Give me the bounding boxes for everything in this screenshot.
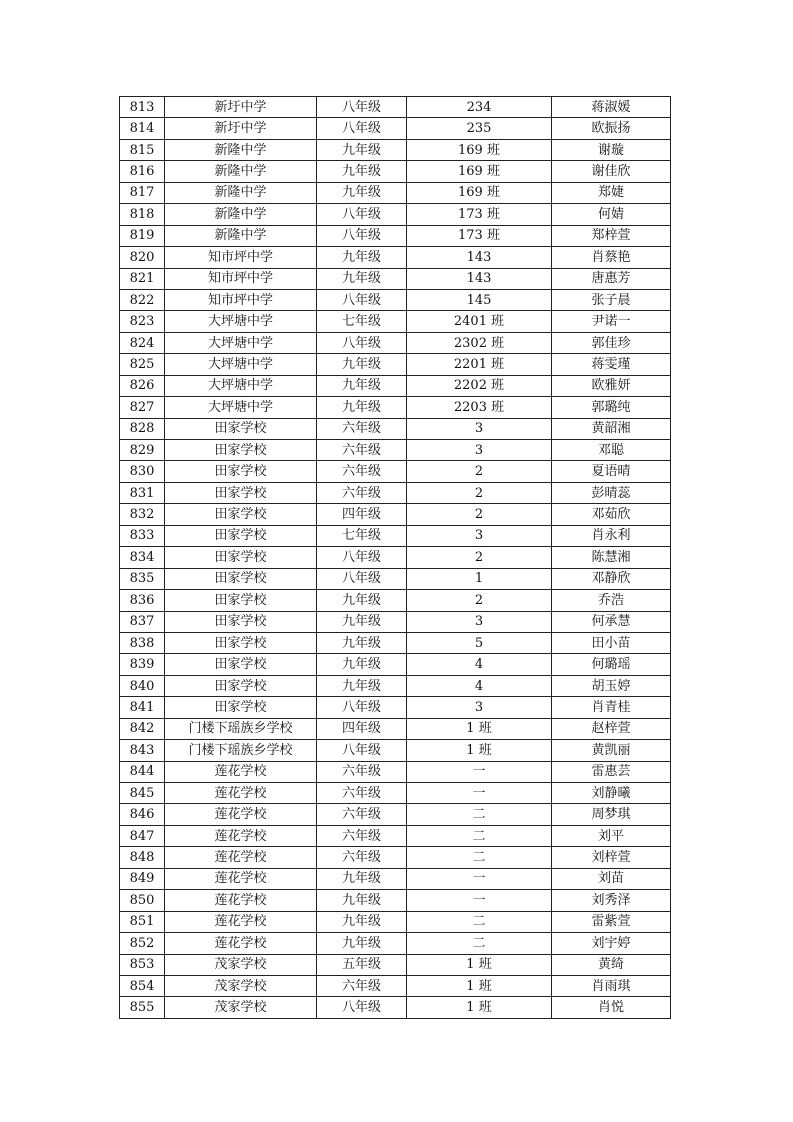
student-name-cell: 雷惠芸 <box>552 761 671 782</box>
student-name-cell: 邓茹欣 <box>552 504 671 525</box>
row-number-cell: 832 <box>120 504 165 525</box>
school-cell: 田家学校 <box>165 632 317 653</box>
student-name-cell: 蒋淑媛 <box>552 97 671 118</box>
row-number-cell: 821 <box>120 268 165 289</box>
row-number-cell: 841 <box>120 697 165 718</box>
table-row <box>120 354 671 375</box>
student-name-cell: 刘苗 <box>552 868 671 889</box>
class-cell: 一 <box>407 783 552 804</box>
grade-cell: 八年级 <box>317 547 407 568</box>
class-cell: 169 班 <box>407 139 552 160</box>
school-cell: 田家学校 <box>165 440 317 461</box>
grade-cell: 九年级 <box>317 354 407 375</box>
row-number-cell: 826 <box>120 375 165 396</box>
grade-cell: 八年级 <box>317 97 407 118</box>
class-cell: 3 <box>407 525 552 546</box>
student-name-cell: 赵梓萱 <box>552 718 671 739</box>
student-name-cell: 肖悦 <box>552 997 671 1018</box>
table-row <box>120 975 671 996</box>
student-name-cell: 乔浩 <box>552 590 671 611</box>
student-name-cell: 肖永利 <box>552 525 671 546</box>
class-cell: 3 <box>407 440 552 461</box>
student-name-cell: 郭璐纯 <box>552 397 671 418</box>
school-cell: 莲花学校 <box>165 911 317 932</box>
grade-cell: 八年级 <box>317 568 407 589</box>
student-name-cell: 肖青桂 <box>552 697 671 718</box>
student-name-cell: 谢佳欣 <box>552 161 671 182</box>
grade-cell: 九年级 <box>317 654 407 675</box>
grade-cell: 九年级 <box>317 139 407 160</box>
student-name-cell: 张子晨 <box>552 289 671 310</box>
table-row <box>120 397 671 418</box>
class-cell: 2 <box>407 547 552 568</box>
class-cell: 二 <box>407 825 552 846</box>
table-row <box>120 161 671 182</box>
table-row <box>120 890 671 911</box>
table-row <box>120 182 671 203</box>
grade-cell: 九年级 <box>317 397 407 418</box>
row-number-cell: 818 <box>120 204 165 225</box>
student-name-cell: 何婧 <box>552 204 671 225</box>
table-row <box>120 525 671 546</box>
class-cell: 145 <box>407 289 552 310</box>
row-number-cell: 847 <box>120 825 165 846</box>
row-number-cell: 839 <box>120 654 165 675</box>
grade-cell: 九年级 <box>317 868 407 889</box>
row-number-cell: 849 <box>120 868 165 889</box>
grade-cell: 八年级 <box>317 225 407 246</box>
table-row <box>120 482 671 503</box>
row-number-cell: 840 <box>120 675 165 696</box>
table-row <box>120 225 671 246</box>
table-row <box>120 997 671 1018</box>
class-cell: 一 <box>407 890 552 911</box>
class-cell: 143 <box>407 247 552 268</box>
table-row <box>120 247 671 268</box>
school-cell: 门楼下瑶族乡学校 <box>165 740 317 761</box>
row-number-cell: 831 <box>120 482 165 503</box>
student-name-cell: 欧雅妍 <box>552 375 671 396</box>
table-row <box>120 654 671 675</box>
grade-cell: 九年级 <box>317 182 407 203</box>
grade-cell: 九年级 <box>317 911 407 932</box>
student-name-cell: 郭佳珍 <box>552 332 671 353</box>
class-cell: 2203 班 <box>407 397 552 418</box>
class-cell: 2 <box>407 590 552 611</box>
class-cell: 3 <box>407 611 552 632</box>
table-row <box>120 568 671 589</box>
school-cell: 田家学校 <box>165 547 317 568</box>
class-cell: 3 <box>407 697 552 718</box>
row-number-cell: 854 <box>120 975 165 996</box>
row-number-cell: 835 <box>120 568 165 589</box>
school-cell: 新隆中学 <box>165 161 317 182</box>
table-row <box>120 804 671 825</box>
table-row <box>120 440 671 461</box>
grade-cell: 九年级 <box>317 375 407 396</box>
table-row <box>120 740 671 761</box>
table-row <box>120 375 671 396</box>
student-roster-table <box>119 96 671 1019</box>
grade-cell: 四年级 <box>317 504 407 525</box>
class-cell: 一 <box>407 868 552 889</box>
table-row <box>120 139 671 160</box>
student-name-cell: 刘宇婷 <box>552 933 671 954</box>
grade-cell: 五年级 <box>317 954 407 975</box>
school-cell: 新隆中学 <box>165 204 317 225</box>
class-cell: 1 班 <box>407 718 552 739</box>
class-cell: 4 <box>407 675 552 696</box>
class-cell: 1 班 <box>407 997 552 1018</box>
row-number-cell: 853 <box>120 954 165 975</box>
grade-cell: 九年级 <box>317 890 407 911</box>
school-cell: 大坪塘中学 <box>165 354 317 375</box>
school-cell: 茂家学校 <box>165 954 317 975</box>
student-name-cell: 肖蔡艳 <box>552 247 671 268</box>
grade-cell: 八年级 <box>317 204 407 225</box>
table-row <box>120 504 671 525</box>
row-number-cell: 815 <box>120 139 165 160</box>
row-number-cell: 838 <box>120 632 165 653</box>
table-row <box>120 697 671 718</box>
table-row <box>120 718 671 739</box>
grade-cell: 七年级 <box>317 525 407 546</box>
class-cell: 2 <box>407 461 552 482</box>
table-row <box>120 632 671 653</box>
table-row <box>120 97 671 118</box>
grade-cell: 四年级 <box>317 718 407 739</box>
table-row <box>120 332 671 353</box>
grade-cell: 八年级 <box>317 332 407 353</box>
class-cell: 2201 班 <box>407 354 552 375</box>
row-number-cell: 851 <box>120 911 165 932</box>
class-cell: 4 <box>407 654 552 675</box>
grade-cell: 九年级 <box>317 268 407 289</box>
table-row <box>120 954 671 975</box>
student-name-cell: 黄韶湘 <box>552 418 671 439</box>
school-cell: 莲花学校 <box>165 825 317 846</box>
row-number-cell: 814 <box>120 118 165 139</box>
school-cell: 田家学校 <box>165 482 317 503</box>
school-cell: 田家学校 <box>165 418 317 439</box>
school-cell: 田家学校 <box>165 611 317 632</box>
student-name-cell: 刘梓萱 <box>552 847 671 868</box>
school-cell: 莲花学校 <box>165 804 317 825</box>
school-cell: 田家学校 <box>165 590 317 611</box>
table-row <box>120 933 671 954</box>
student-name-cell: 郑梓萱 <box>552 225 671 246</box>
class-cell: 2302 班 <box>407 332 552 353</box>
school-cell: 莲花学校 <box>165 890 317 911</box>
school-cell: 莲花学校 <box>165 933 317 954</box>
school-cell: 大坪塘中学 <box>165 332 317 353</box>
student-name-cell: 田小苗 <box>552 632 671 653</box>
row-number-cell: 844 <box>120 761 165 782</box>
class-cell: 1 班 <box>407 740 552 761</box>
class-cell: 1 班 <box>407 954 552 975</box>
table-row <box>120 547 671 568</box>
grade-cell: 八年级 <box>317 289 407 310</box>
row-number-cell: 852 <box>120 933 165 954</box>
row-number-cell: 845 <box>120 783 165 804</box>
class-cell: 一 <box>407 761 552 782</box>
student-name-cell: 刘静曦 <box>552 783 671 804</box>
row-number-cell: 843 <box>120 740 165 761</box>
table-row <box>120 268 671 289</box>
class-cell: 二 <box>407 804 552 825</box>
table-row <box>120 783 671 804</box>
school-cell: 田家学校 <box>165 568 317 589</box>
row-number-cell: 837 <box>120 611 165 632</box>
grade-cell: 八年级 <box>317 118 407 139</box>
class-cell: 二 <box>407 847 552 868</box>
grade-cell: 六年级 <box>317 825 407 846</box>
school-cell: 知市坪中学 <box>165 247 317 268</box>
row-number-cell: 842 <box>120 718 165 739</box>
row-number-cell: 833 <box>120 525 165 546</box>
student-name-cell: 尹诺一 <box>552 311 671 332</box>
row-number-cell: 828 <box>120 418 165 439</box>
row-number-cell: 830 <box>120 461 165 482</box>
student-name-cell: 唐惠芳 <box>552 268 671 289</box>
student-name-cell: 雷紫萱 <box>552 911 671 932</box>
class-cell: 二 <box>407 911 552 932</box>
table-row <box>120 675 671 696</box>
roster-body <box>120 97 671 1019</box>
grade-cell: 九年级 <box>317 933 407 954</box>
student-name-cell: 刘平 <box>552 825 671 846</box>
grade-cell: 九年级 <box>317 590 407 611</box>
school-cell: 田家学校 <box>165 675 317 696</box>
student-name-cell: 何璐瑶 <box>552 654 671 675</box>
student-name-cell: 陈慧湘 <box>552 547 671 568</box>
table-row <box>120 289 671 310</box>
school-cell: 门楼下瑶族乡学校 <box>165 718 317 739</box>
row-number-cell: 825 <box>120 354 165 375</box>
school-cell: 田家学校 <box>165 525 317 546</box>
class-cell: 169 班 <box>407 182 552 203</box>
student-name-cell: 欧振扬 <box>552 118 671 139</box>
row-number-cell: 819 <box>120 225 165 246</box>
student-name-cell: 彭晴蕊 <box>552 482 671 503</box>
school-cell: 新隆中学 <box>165 182 317 203</box>
student-name-cell: 邓聪 <box>552 440 671 461</box>
student-name-cell: 胡玉婷 <box>552 675 671 696</box>
grade-cell: 六年级 <box>317 440 407 461</box>
row-number-cell: 836 <box>120 590 165 611</box>
school-cell: 知市坪中学 <box>165 289 317 310</box>
grade-cell: 九年级 <box>317 611 407 632</box>
school-cell: 茂家学校 <box>165 997 317 1018</box>
school-cell: 田家学校 <box>165 504 317 525</box>
class-cell: 3 <box>407 418 552 439</box>
class-cell: 2401 班 <box>407 311 552 332</box>
table-row <box>120 204 671 225</box>
student-name-cell: 周梦琪 <box>552 804 671 825</box>
student-name-cell: 刘秀泽 <box>552 890 671 911</box>
grade-cell: 九年级 <box>317 161 407 182</box>
row-number-cell: 813 <box>120 97 165 118</box>
grade-cell: 六年级 <box>317 783 407 804</box>
table-row <box>120 825 671 846</box>
row-number-cell: 827 <box>120 397 165 418</box>
school-cell: 莲花学校 <box>165 761 317 782</box>
class-cell: 173 班 <box>407 225 552 246</box>
school-cell: 田家学校 <box>165 461 317 482</box>
school-cell: 大坪塘中学 <box>165 311 317 332</box>
grade-cell: 六年级 <box>317 761 407 782</box>
table-row <box>120 590 671 611</box>
table-row <box>120 611 671 632</box>
row-number-cell: 822 <box>120 289 165 310</box>
row-number-cell: 850 <box>120 890 165 911</box>
class-cell: 235 <box>407 118 552 139</box>
class-cell: 2 <box>407 504 552 525</box>
class-cell: 143 <box>407 268 552 289</box>
grade-cell: 九年级 <box>317 675 407 696</box>
grade-cell: 八年级 <box>317 697 407 718</box>
class-cell: 169 班 <box>407 161 552 182</box>
table-row <box>120 847 671 868</box>
school-cell: 大坪塘中学 <box>165 397 317 418</box>
student-name-cell: 蒋雯瑾 <box>552 354 671 375</box>
class-cell: 1 班 <box>407 975 552 996</box>
table-row <box>120 761 671 782</box>
class-cell: 173 班 <box>407 204 552 225</box>
row-number-cell: 817 <box>120 182 165 203</box>
student-name-cell: 黄凯丽 <box>552 740 671 761</box>
grade-cell: 七年级 <box>317 311 407 332</box>
school-cell: 莲花学校 <box>165 847 317 868</box>
school-cell: 大坪塘中学 <box>165 375 317 396</box>
row-number-cell: 829 <box>120 440 165 461</box>
grade-cell: 九年级 <box>317 247 407 268</box>
school-cell: 田家学校 <box>165 654 317 675</box>
grade-cell: 六年级 <box>317 482 407 503</box>
row-number-cell: 820 <box>120 247 165 268</box>
row-number-cell: 846 <box>120 804 165 825</box>
class-cell: 1 <box>407 568 552 589</box>
school-cell: 新隆中学 <box>165 139 317 160</box>
school-cell: 新圩中学 <box>165 118 317 139</box>
table-row <box>120 311 671 332</box>
class-cell: 234 <box>407 97 552 118</box>
row-number-cell: 824 <box>120 332 165 353</box>
class-cell: 2202 班 <box>407 375 552 396</box>
grade-cell: 九年级 <box>317 632 407 653</box>
grade-cell: 六年级 <box>317 418 407 439</box>
grade-cell: 六年级 <box>317 461 407 482</box>
class-cell: 5 <box>407 632 552 653</box>
student-name-cell: 邓静欣 <box>552 568 671 589</box>
table-row <box>120 868 671 889</box>
grade-cell: 八年级 <box>317 740 407 761</box>
class-cell: 2 <box>407 482 552 503</box>
school-cell: 知市坪中学 <box>165 268 317 289</box>
row-number-cell: 823 <box>120 311 165 332</box>
student-name-cell: 谢璇 <box>552 139 671 160</box>
row-number-cell: 834 <box>120 547 165 568</box>
student-name-cell: 肖雨琪 <box>552 975 671 996</box>
row-number-cell: 855 <box>120 997 165 1018</box>
student-name-cell: 何承慧 <box>552 611 671 632</box>
grade-cell: 八年级 <box>317 997 407 1018</box>
school-cell: 茂家学校 <box>165 975 317 996</box>
grade-cell: 六年级 <box>317 975 407 996</box>
school-cell: 田家学校 <box>165 697 317 718</box>
school-cell: 莲花学校 <box>165 783 317 804</box>
student-name-cell: 夏语晴 <box>552 461 671 482</box>
school-cell: 莲花学校 <box>165 868 317 889</box>
table-row <box>120 911 671 932</box>
grade-cell: 六年级 <box>317 847 407 868</box>
school-cell: 新圩中学 <box>165 97 317 118</box>
table-row <box>120 418 671 439</box>
school-cell: 新隆中学 <box>165 225 317 246</box>
grade-cell: 六年级 <box>317 804 407 825</box>
student-name-cell: 黄绮 <box>552 954 671 975</box>
table-row <box>120 118 671 139</box>
student-name-cell: 郑婕 <box>552 182 671 203</box>
row-number-cell: 848 <box>120 847 165 868</box>
class-cell: 二 <box>407 933 552 954</box>
row-number-cell: 816 <box>120 161 165 182</box>
table-row <box>120 461 671 482</box>
